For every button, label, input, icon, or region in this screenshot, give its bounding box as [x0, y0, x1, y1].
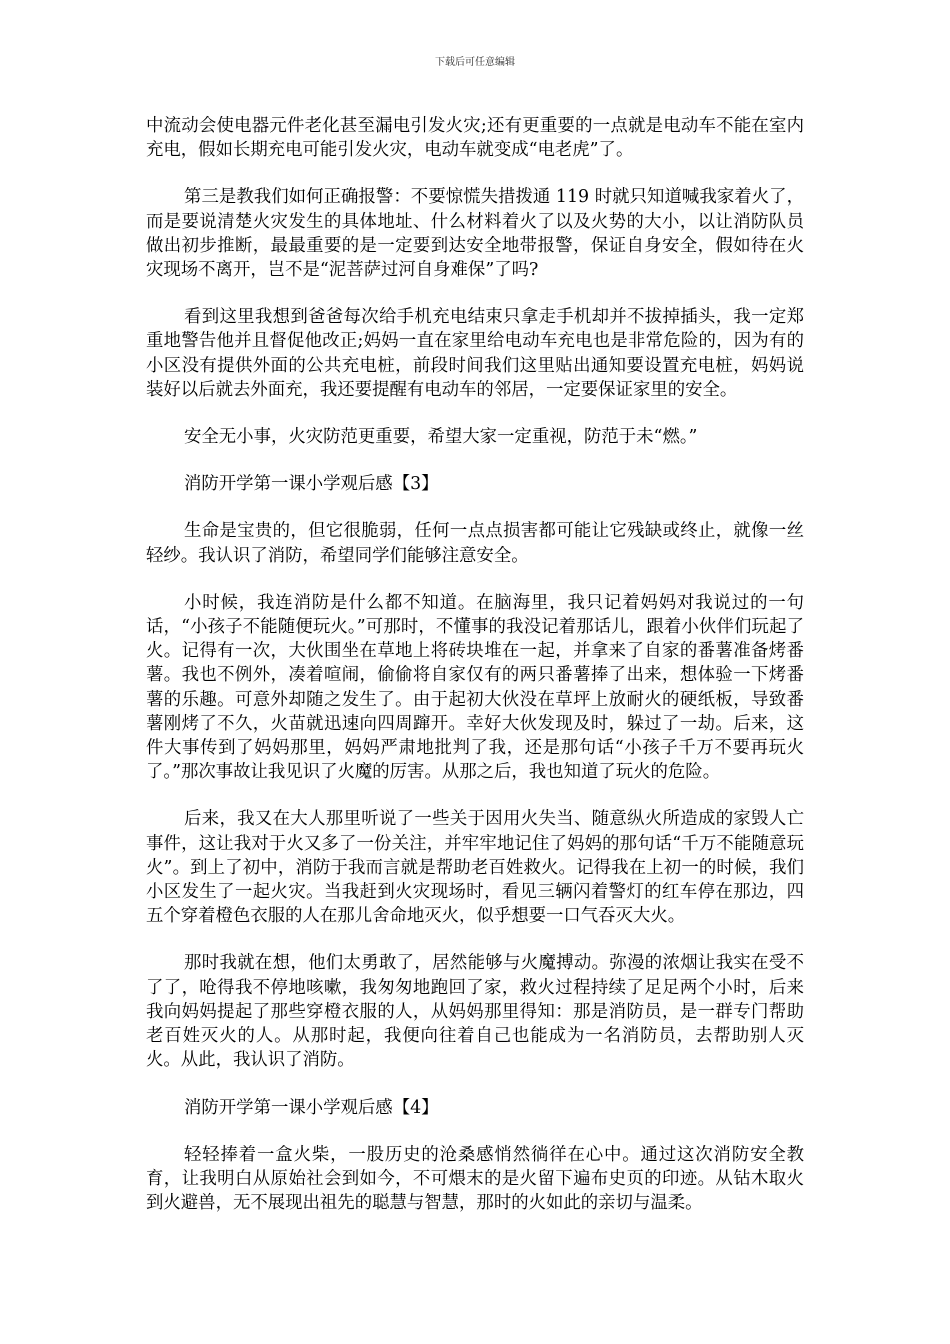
- paragraph-matchbox: 轻轻捧着一盒火柴，一股历史的沧桑感悄然徜徉在心中。通过这次消防安全教育，让我明白从原始社会到如今，不可煨末的是火留下遍布史页的印迹。从钻木取火到火避兽，无不展现出祖先的聪慧与智慧，那时的火如此的亲切与温柔。: [146, 1144, 804, 1214]
- section-heading-4: 消防开学第一课小学观后感【4】: [184, 1097, 439, 1118]
- paragraph-life-precious: 生命是宝贵的，但它很脆弱，任何一点点损害都可能让它残缺或终止，就像一丝轻纱。我认识了消防，希望同学们能够注意安全。: [146, 521, 804, 566]
- paragraph-firefighter-admiration: 那时我就在想，他们太勇敢了，居然能够与火魔搏动。弥漫的浓烟让我实在受不了了，呛得我不停地咳嗽，我匆匆地跑回了家，救火过程持续了足足两个小时，后来我向妈妈提起了那些穿橙衣服的人，从妈妈那里得知：那是消防员，是一群专门帮助老百姓灭火的人。从那时起，我便向往着自己也能成为一名消防员，去帮助别人灭火。从此，我认识了消防。: [146, 953, 804, 1071]
- paragraph-childhood-story: 小时候，我连消防是什么都不知道。在脑海里，我只记着妈妈对我说过的一句话，“小孩子不能随便玩火。”可那时，不懂事的我没记着那话儿，跟着小伙伴们玩起了火。记得有一次，大伙围坐在草地上将砖块堆在一起，并拿来了自家的番薯准备烤番薯。我也不例外，凑着喧闹，偷偷将自家仅有的两只番薯捧了出来，想体验一下烤番薯的乐趣。可意外却随之发生了。由于起初大伙没在草坪上放耐火的硬纸板，导致番薯刚烤了不久，火苗就迅速向四周蹿开。幸好大伙发现及时，躲过了一劫。后来，这件大事传到了妈妈那里，妈妈严肃地批判了我，还是那句话“小孩子千万不要再玩火了。”那次事故让我见识了火魔的厉害。从那之后，我也知道了玩火的危险。: [146, 592, 804, 783]
- paragraph-charging-safety: 看到这里我想到爸爸每次给手机充电结束只拿走手机却并不拔掉插头，我一定郑重地警告他并且督促他改正;妈妈一直在家里给电动车充电也是非常危险的，因为有的小区没有提供外面的公共充电桩，前段时间我们这里贴出通知要设置充电桩，妈妈说装好以后就去外面充，我还要提醒有电动车的邻居，一定要保证家里的安全。: [146, 307, 804, 400]
- section-heading-3: 消防开学第一课小学观后感【3】: [184, 474, 439, 495]
- page-header: 下载后可任意编辑: [435, 57, 515, 68]
- document-body: [146, 114, 804, 1238]
- paragraph-fire-reporting: 第三是教我们如何正确报警：不要惊慌失措拨通 119 时就只知道喊我家着火了，而是要说清楚火灾发生的具体地址、什么材料着火了以及火势的大小，以让消防队员做出初步推断，最最重要的是一定要到达安全地带报警，保证自身安全，假如待在火灾现场不离开，岂不是“泥菩萨过河自身难保”了吗?: [146, 187, 804, 281]
- paragraph-safety-summary: 安全无小事，火灾防范更重要，希望大家一定重视，防范于未“燃。”: [184, 427, 698, 448]
- paragraph-fire-incident: 后来，我又在大人那里听说了一些关于因用火失当、随意纵火所造成的家毁人亡事件，这让我对于火又多了一份关注，并牢牢地记住了妈妈的那句话“千万不能随意玩火”。到上了初中，消防于我而言就是帮助老百姓救火。记得我在上初一的时候，我们小区发生了一起火灾。当我赶到火灾现场时，看见三辆闪着警灯的红车停在那边，四五个穿着橙色衣服的人在那儿舍命地灭火，似乎想要一口气吞灭大火。: [146, 809, 804, 927]
- paragraph-continuation: 中流动会使电器元件老化甚至漏电引发火灾;还有更重要的一点就是电动车不能在室内充电，假如长期充电可能引发火灾，电动车就变成“电老虎”了。: [146, 116, 804, 161]
